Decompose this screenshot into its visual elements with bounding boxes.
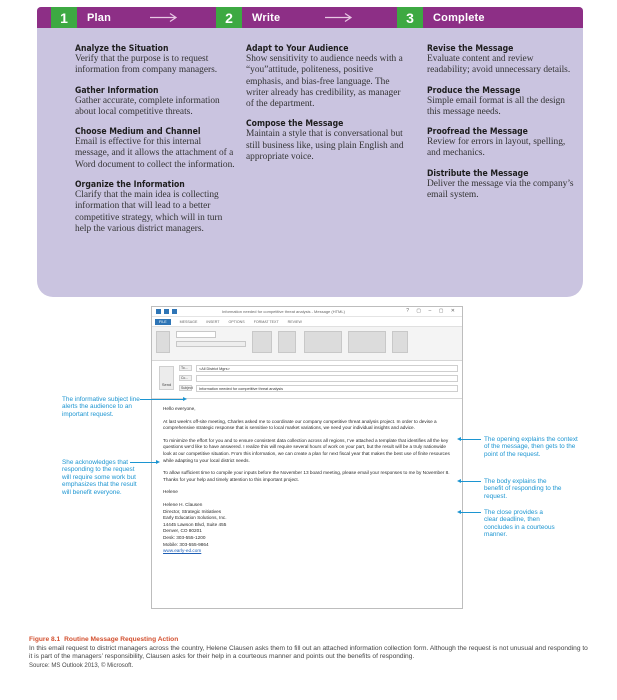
paste-icon[interactable] [156,331,170,353]
greeting: Hello everyone, [163,406,196,411]
plan-text: Email is effective for this internal message, and it allows the attachment of a Word document to collect the information. [75,137,235,170]
step-label: Plan [87,11,112,24]
window-title: Information needed for competitive threat analysis - Message (HTML) [222,309,345,314]
plan-text: Verify that the purpose is to request information from company managers. [75,54,218,76]
message-body[interactable] [163,406,453,555]
signoff: Helene [163,489,178,495]
write-text: Show sensitivity to audience needs with a “you”attitude, politeness, positive emphasis, and bias-free language. The writer already has credibility, as manager of the department. [246,54,403,110]
window-controls[interactable]: ? ▢ – ▢ ✕ [406,308,458,314]
annotation-opening: The opening explains the context of the message, then gets to the point of the request. [484,436,578,458]
attach-file-icon[interactable] [304,331,342,353]
save-icon[interactable] [156,309,161,314]
closing-paragraph: To allow sufficient time to compile your inputs before the November 13 board meeting, please email your responses to me by November 8. Thanks for your help and timely attention to this important project. [163,470,450,482]
arrow-right-icon [324,12,354,23]
signature-line: Early Education Solutions, Inc. [163,515,227,521]
quick-access-toolbar [156,309,177,314]
tab-options[interactable]: OPTIONS [228,319,245,324]
signature-line: Denver, CO 80201 [163,528,202,534]
write-column [246,43,406,171]
annotation-leader [459,481,481,482]
step-number: 3 [397,7,423,28]
complete-heading: Revise the Message [427,43,514,53]
ribbon [152,326,462,361]
annotation-acknowledge: She acknowledges that responding to the request will require some work but emphasizes that the result will benefit everyone. [62,459,137,496]
signature-line: Desk: 303-555-1200 [163,534,206,540]
figure-title: Routine Message Requesting Action [64,636,179,643]
to-field[interactable]: <All District Mgrs> [196,365,458,372]
subject-field[interactable]: Information needed for competitive threat analysis [196,385,458,392]
to-button[interactable]: To... [179,365,192,371]
step-label: Write [252,11,281,24]
signature-line: Mobile: 303-555-9864 [163,541,209,547]
caption-text: In this email request to district managers across the country, Helene Clausen asks them to fill out an attached information collection form. Although the request is not unusual and responding to it is part of the managers’ responsibility, Clausen asks for their help in a courteous manner and points out the benefits of responding. [29,644,588,661]
tab-file[interactable]: FILE [155,319,171,325]
cc-button[interactable]: Cc... [179,375,192,381]
annotation-body: The body explains the benefit of responding to the request. [484,478,562,500]
step-write [216,7,280,28]
write-heading: Compose the Message [246,118,344,129]
email-screenshot [151,306,463,609]
redo-icon[interactable] [172,309,177,314]
annotation-close: The close provides a clear deadline, then concludes in a courteous manner. [484,509,555,539]
caption-source: Source: MS Outlook 2013, © Microsoft. [29,662,134,669]
complete-text: Simple email format is all the design this message needs. [427,95,565,117]
tab-format-text[interactable]: FORMAT TEXT [253,319,279,324]
subject-label: Subject [181,386,193,390]
step-plan [51,7,111,28]
complete-text: Deliver the message via the company’s email system. [427,178,574,201]
opening-paragraph: At last week’s off-site meeting, Charles asked me to coordinate our company competitive threat analysis project. In order to devise a comprehensive strategic response that is sensitive to local market variations, we need your individual insights and advice. [163,418,437,431]
cc-field[interactable] [196,375,458,382]
complete-text: Review for errors in layout, spelling, and mechanics. [427,137,566,159]
complete-text: Evaluate content and review readability; avoid unnecessary details. [427,54,571,76]
follow-up-icon[interactable] [348,331,386,353]
plan-heading: Gather Information [75,84,159,95]
tab-message[interactable]: MESSAGE [179,319,198,324]
arrow-right-icon [149,12,179,23]
step-complete [397,7,485,28]
signature-line: Helene H. Clausen [163,501,203,507]
window-titlebar [152,307,462,317]
check-names-icon[interactable] [278,331,296,353]
complete-heading: Proofread the Message [427,126,528,137]
plan-text: Clarify that the main idea is collecting information that will lead to a better competitive strategy, which will in turn help the various district managers. [75,190,223,234]
tab-review[interactable]: REVIEW [287,319,302,324]
signature-line: 14445 Lawson Blvd, Suite 455 [163,521,227,527]
annotation-subject: The informative subject line alerts the audience to an important request. [62,396,140,418]
tab-insert[interactable]: INSERT [206,319,220,324]
plan-heading: Choose Medium and Channel [75,126,201,137]
step-label: Complete [433,11,485,24]
annotation-leader [140,399,185,400]
plan-heading: Organize the Information [75,179,185,190]
zoom-icon[interactable] [392,331,408,353]
complete-column [427,43,577,209]
complete-heading: Produce the Message [427,84,521,95]
write-text: Maintain a style that is conversational but still business like, using plain English and appropriate voice. [246,129,404,163]
website-link[interactable]: www.early-ed.com [163,548,202,554]
address-book-icon[interactable] [252,331,272,353]
annotation-leader [130,462,158,463]
annotation-leader [459,512,481,513]
font-select[interactable] [176,331,216,338]
undo-icon[interactable] [164,309,169,314]
signature-line: Director, Strategic Initiatives [163,508,222,514]
step-number: 1 [51,7,77,28]
steps-bar [37,7,583,28]
write-heading: Adapt to Your Audience [246,43,349,53]
step-number: 2 [216,7,242,28]
plan-heading: Analyze the Situation [75,43,169,53]
send-button[interactable]: Send [159,366,174,390]
figure-caption [29,636,589,670]
body-paragraph: To minimize the effort for you and to ensure consistent data collection across all regions, I’ve attached a template that identifies all the key questions we’d like to have answered. I realize this will require several hours of work on your part, but the result will be a truly nationwide look at our competitive situation. From this information, we can create a plan for next fiscal year that makes the best use of finite resources while adapting to your local district needs. [163,437,450,463]
plan-text: Gather accurate, complete information about local competitive threats. [75,95,220,117]
plan-column [75,43,235,243]
figure-number: Figure 8.1 [29,636,61,643]
format-toolbar[interactable] [176,341,246,347]
writing-process-panel [37,7,583,297]
message-header [152,361,462,399]
complete-heading: Distribute the Message [427,167,529,178]
annotation-leader [459,439,481,440]
ribbon-tabs [152,317,462,326]
signature-block [163,502,453,555]
